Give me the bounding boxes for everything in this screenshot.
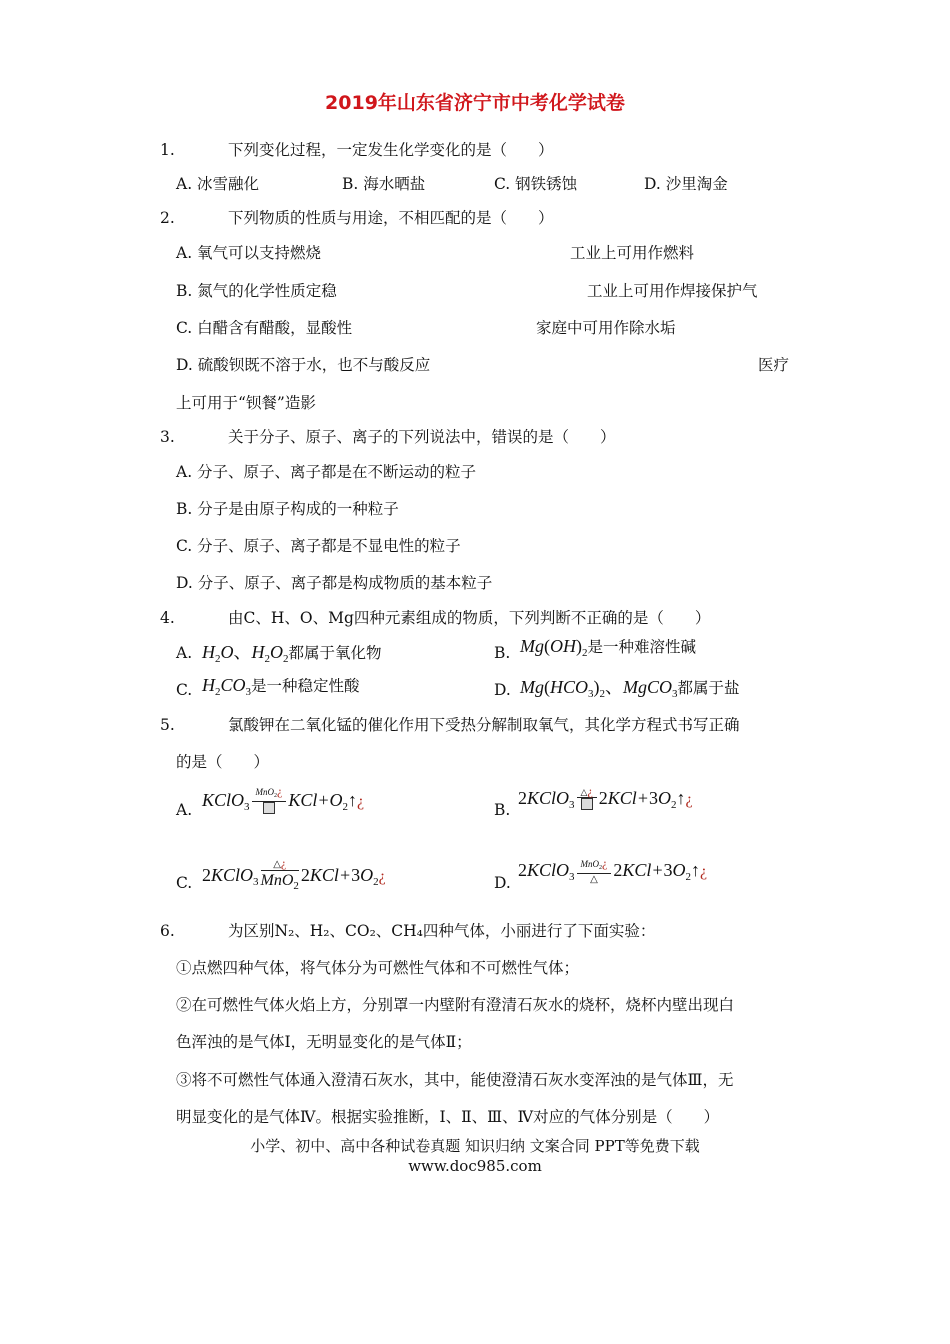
q2-stem: 下列物质的性质与用途，不相匹配的是（ ）: [228, 209, 554, 227]
formula-mg-oh-2: $Mg(OH)_2$: [520, 636, 588, 659]
q2-option-d-cont: 上可用于“钡餐”造影: [176, 394, 316, 412]
q5-equation-c: 2KClO$_3$ $\frac{\triangle¿}{MnO_2}$ $2KCl+3O_2¿$: [202, 856, 386, 892]
q2-option-c-use: 家庭中可用作除水垢: [536, 319, 676, 337]
q4-option-c-label: C.: [176, 681, 193, 699]
formula-mg-hco3-2-mgco3: $Mg(HCO_3)_2$、MgCO$_3$: [520, 677, 678, 700]
q6-step-3: ③将不可燃性气体通入澄清石灰水，其中，能使澄清石灰水变浑浊的是气体Ⅲ，无: [176, 1071, 734, 1089]
q1-option-a: A. 冰雪融化: [176, 175, 260, 193]
q5-option-a-label: A.: [176, 801, 193, 819]
q4-option-a-label: A.: [176, 644, 193, 662]
q5-equation-a: KClO$_3$ MnO$_2$¿ $KCl+O_2↑¿$: [202, 784, 365, 814]
q1-stem: 下列变化过程，一定发生化学变化的是（ ）: [228, 141, 554, 159]
q6-number: 6.: [160, 922, 175, 940]
q5-option-b-label: B.: [494, 801, 511, 819]
formula-h2co3: $H_2CO_3$: [202, 675, 252, 698]
q6-step-1: ①点燃四种气体，将气体分为可燃性气体和不可燃性气体；: [176, 959, 580, 977]
q3-number: 3.: [160, 428, 175, 446]
q4-number: 4.: [160, 609, 175, 627]
footer-website: www.doc985.com: [408, 1157, 542, 1175]
q1-option-b: B. 海水晒盐: [342, 175, 426, 193]
q2-option-b: B. 氮气的化学性质定稳: [176, 282, 337, 300]
q4-option-b-label: B.: [494, 644, 511, 662]
q2-option-d-use: 医疗: [758, 356, 790, 374]
q2-option-b-use: 工业上可用作焊接保护气: [587, 282, 758, 300]
q6-stem: 为区别N₂、H₂、CO₂、CH₄四种气体，小丽进行了下面实验：: [228, 922, 656, 940]
q5-number: 5.: [160, 716, 175, 734]
q4-option-c: $H_2CO_3$是一种稳定性酸: [202, 675, 360, 698]
q5-stem-cont: 的是（ ）: [176, 753, 270, 771]
q5-equation-b: 2KClO$_3$ △¿ $2KCl+3O_2↑¿$: [518, 784, 693, 812]
q4-option-a: $H_2O$、$H_2O_2$都属于氧化物: [202, 642, 382, 665]
q4-option-b: $Mg(OH)_2$是一种难溶性碱: [520, 636, 697, 659]
q2-option-d: D. 硫酸钡既不溶于水，也不与酸反应: [176, 356, 431, 374]
q3-option-a: A. 分子、原子、离子都是在不断运动的粒子: [176, 463, 477, 481]
q3-option-b: B. 分子是由原子构成的一种粒子: [176, 500, 399, 518]
footer-promo-text: 小学、初中、高中各种试卷真题 知识归纳 文案合同 PPT等免费下载: [250, 1137, 700, 1155]
q3-option-d: D. 分子、原子、离子都是构成物质的基本粒子: [176, 574, 493, 592]
q1-option-c: C. 钢铁锈蚀: [494, 175, 578, 193]
q5-stem: 氯酸钾在二氧化锰的催化作用下受热分解制取氧气，其化学方程式书写正确: [228, 716, 740, 734]
q2-option-c: C. 白醋含有醋酸，显酸性: [176, 319, 353, 337]
q2-option-a-use: 工业上可用作燃料: [570, 244, 695, 262]
q5-option-c-label: C.: [176, 874, 193, 892]
q5-option-d-label: D.: [494, 874, 511, 892]
q6-step-3-cont: 明显变化的是气体Ⅳ。根据实验推断，Ⅰ、Ⅱ、Ⅲ、Ⅳ对应的气体分别是（ ）: [176, 1108, 720, 1126]
q6-step-2-cont: 色浑浊的是气体Ⅰ，无明显变化的是气体Ⅱ；: [176, 1033, 472, 1051]
q2-option-a: A. 氧气可以支持燃烧: [176, 244, 322, 262]
formula-h2o-h2o2: $H_2O$、$H_2O_2$: [202, 642, 289, 665]
q5-equation-d: 2KClO$_3$ $\frac{MnO_2¿}{\triangle}$ $2KCl+3O_2↑¿$: [518, 856, 708, 885]
q3-option-c: C. 分子、原子、离子都是不显电性的粒子: [176, 537, 461, 555]
q4-option-d-label: D.: [494, 681, 511, 699]
q3-stem: 关于分子、原子、离子的下列说法中，错误的是（ ）: [228, 428, 616, 446]
q1-number: 1.: [160, 141, 175, 159]
q4-stem: 由C、H、O、Mg四种元素组成的物质，下列判断不正确的是（ ）: [228, 609, 711, 627]
q6-step-2: ②在可燃性气体火焰上方，分别罩一内壁附有澄清石灰水的烧杯，烧杯内壁出现白: [176, 996, 735, 1014]
q2-number: 2.: [160, 209, 175, 227]
q1-option-d: D. 沙里淘金: [644, 175, 728, 193]
q4-option-d: $Mg(HCO_3)_2$、MgCO$_3$都属于盐: [520, 677, 740, 700]
page-title: 2019年山东省济宁市中考化学试卷: [325, 92, 625, 114]
